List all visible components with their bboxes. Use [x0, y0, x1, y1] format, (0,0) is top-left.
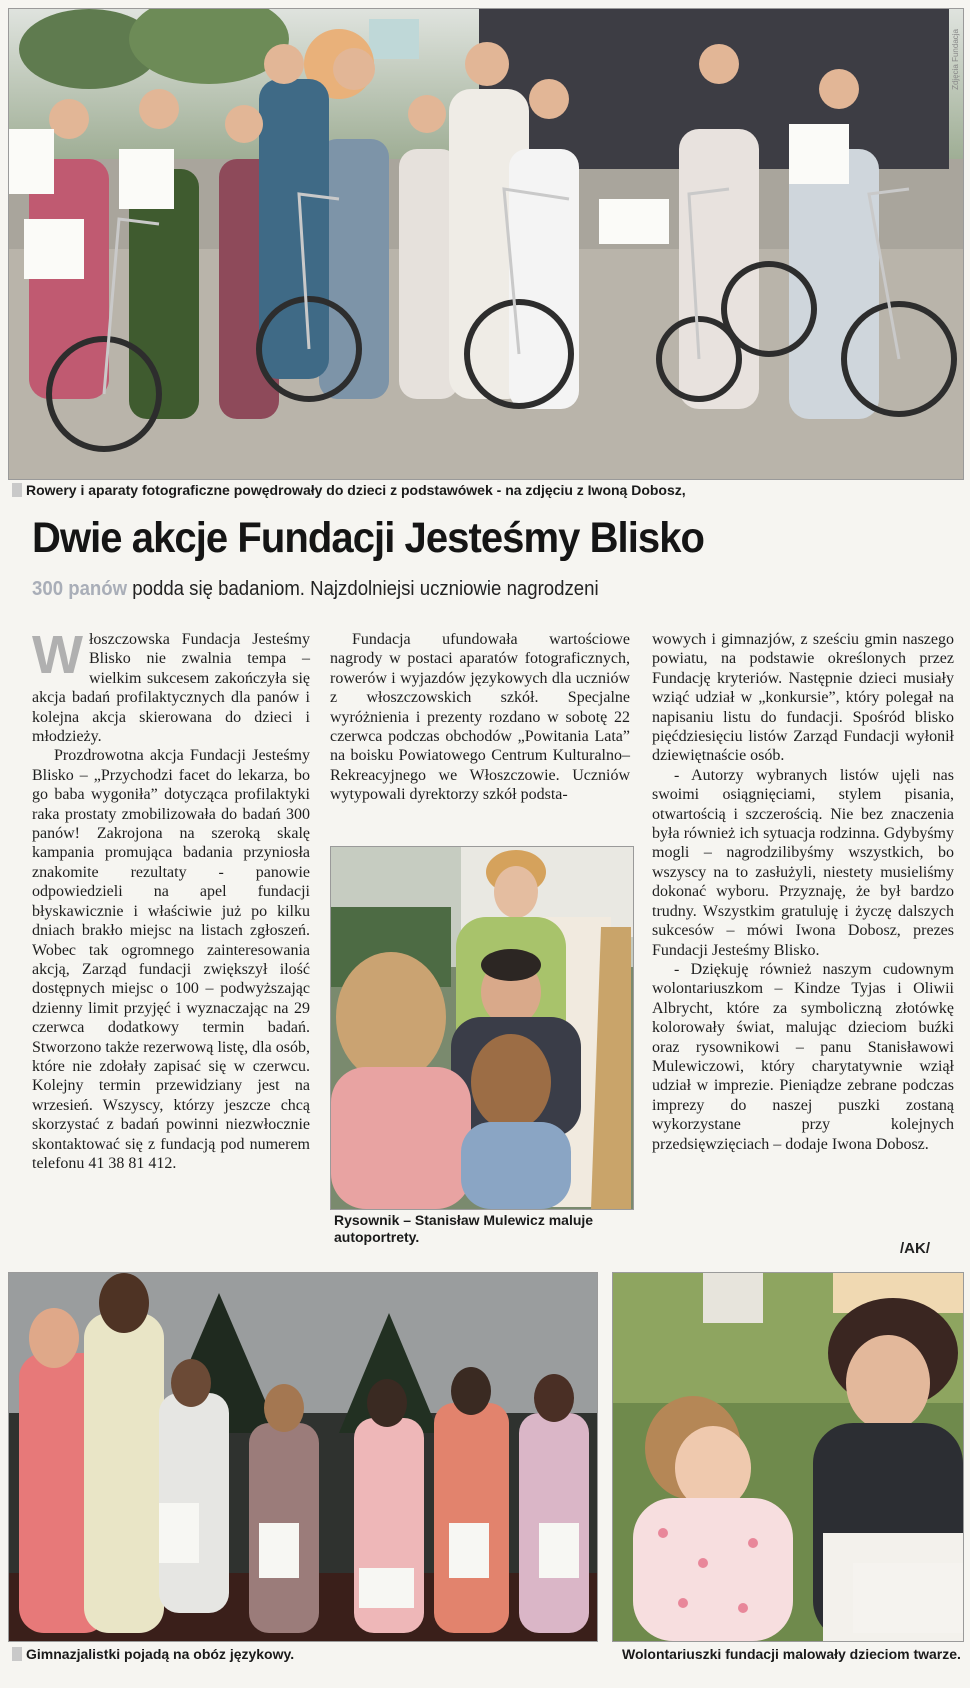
photo-artist [330, 846, 634, 1210]
article-column-2 [330, 630, 630, 805]
paragraph-4: wowych i gimnazjów, z sześciu gmin naszego powiatu, na podstawie określonych przez Fundację kryteriów. Następnie dzieci musiały wziąć udział w „konkursie”, który polegał na napisaniu listu do fundacji. Spośród blisko pięćdziesięciu listów Zarząd Fundacji wyłonił dziewiętnaście osób. [652, 631, 954, 765]
photo-credit: Zdjęcia Fundacja [951, 29, 960, 90]
photo-students-caption [12, 1646, 592, 1663]
drop-cap: W [32, 625, 83, 685]
caption-marker [12, 483, 22, 497]
photo-top-caption [12, 482, 952, 499]
article-column-1 [32, 625, 310, 1173]
photo-face-painting [612, 1272, 964, 1642]
paragraph-1-text: łoszczowska Fundacja Jesteśmy Blisko nie zwalnia tempa – wielkim sukcesem zakończyła się akcja badań profilaktycznych dla panów i kolejna akcja skierowana do dzieci i młodzieży. [32, 631, 310, 746]
paragraph-6: - Dziękuję również naszym cudownym wolontariuszkom – Kindze Tyjas i Oliwii Albrycht, które za symboliczną złotówkę kolorowały świat, malując dzieciom buźki oraz rysownikowi – panu Stanisławowi Mulewiczowi, który charytatywnie wziął udział w imprezie. Pieniądze zebrane podczas imprezy do naszej puszki zostaną wykorzystane przy kolejnych przedsięwzięciach – dodaje Iwona Dobosz. [652, 960, 954, 1153]
photo-artist-caption: Rysownik – Stanisław Mulewicz maluje autoportrety. [334, 1212, 594, 1245]
paragraph-2: Prozdrowotna akcja Fundacji Jesteśmy Blisko – „Przychodzi facet do lekarza, bo go baba wygoniła” dotycząca profilaktyki raka prostaty zmobilizowała do badań 300 panów! Zakrojona na szeroką skalę kampania promująca badania przyniosła znakomite rezultaty - panowie odpowiedzieli na apel fundacji błyskawicznie i właściwie już po kilku dniach brakło miejsc na listach zgłoszeń. Wobec tak ogromnego zainteresowania akcją, Zarząd fundacji zwiększył ilość dostępnych miejsc o 100 – podwyższając dzienny limit przyjęć i wyznaczając na 29 czerwca dodatkowy termin badań. Stworzono także rezerwową listę, dla osób, które nie zdołały zapisać się w czerwcu. Kolejny termin przewidziany jest na wrzesień. Wszyscy, którzy jeszcze chcą skorzystać z badań powinni niezwłocznie skontaktować się z fundacją pod numerem telefonu 41 38 81 412. [32, 747, 310, 1172]
paragraph-5: - Autorzy wybranych listów ujęli nas swoimi osiągnięciami, stylem pisania, otwartością i szczerością. Nie bez znaczenia była również ich sytuacja rodzinna. Gdybyśmy mogli – nagrodzilibyśmy wszystkich, bo wszyscy na to zasłużyli, niestety musieliśmy dokonać wyboru. Przyznaję, że był bardzo trudny. Wszystkim gratuluję i życzę dalszych sukcesów – mówi Iwona Dobosz, prezes Fundacji Jesteśmy Blisko. [652, 766, 954, 959]
author-signature: /AK/ [900, 1240, 930, 1257]
photo-students-stage [8, 1272, 598, 1642]
subhead [32, 576, 869, 602]
photo-face-painting-caption: Wolontariuszki fundacji malowały dzieciom twarze. [622, 1646, 961, 1662]
photo-top-caption-text: Rowery i aparaty fotograficzne powędrowały do dzieci z podstawówek - na zdjęciu z Iwoną Dobosz, [26, 482, 686, 498]
paragraph-1 [32, 625, 310, 746]
subhead-text: podda się badaniom. Najzdolniejsi uczniowie nagrodzeni [132, 578, 599, 600]
headline: Dwie akcje Fundacji Jesteśmy Blisko [32, 514, 705, 562]
caption-marker-2 [12, 1647, 22, 1661]
subhead-highlight: 300 panów [32, 578, 128, 600]
paragraph-3: Fundacja ufundowała wartościowe nagrody w postaci aparatów fotograficznych, rowerów i wyjazdów językowych dla uczniów z włoszczowskich szkół. Specjalne wyróżnienia i prezenty rozdano w sobotę 22 czerwca podczas obchodów „Powitania Lata” na boisku Powiatowego Centrum Kulturalno–Rekreacyjnego we Włoszczowie. Uczniów wytypowali dyrektorzy szkół podsta- [330, 631, 630, 804]
photo-students-caption-text: Gimnazjalistki pojadą na obóz językowy. [26, 1646, 295, 1662]
photo-children-bicycles [8, 8, 964, 480]
article-column-3 [652, 630, 954, 1154]
